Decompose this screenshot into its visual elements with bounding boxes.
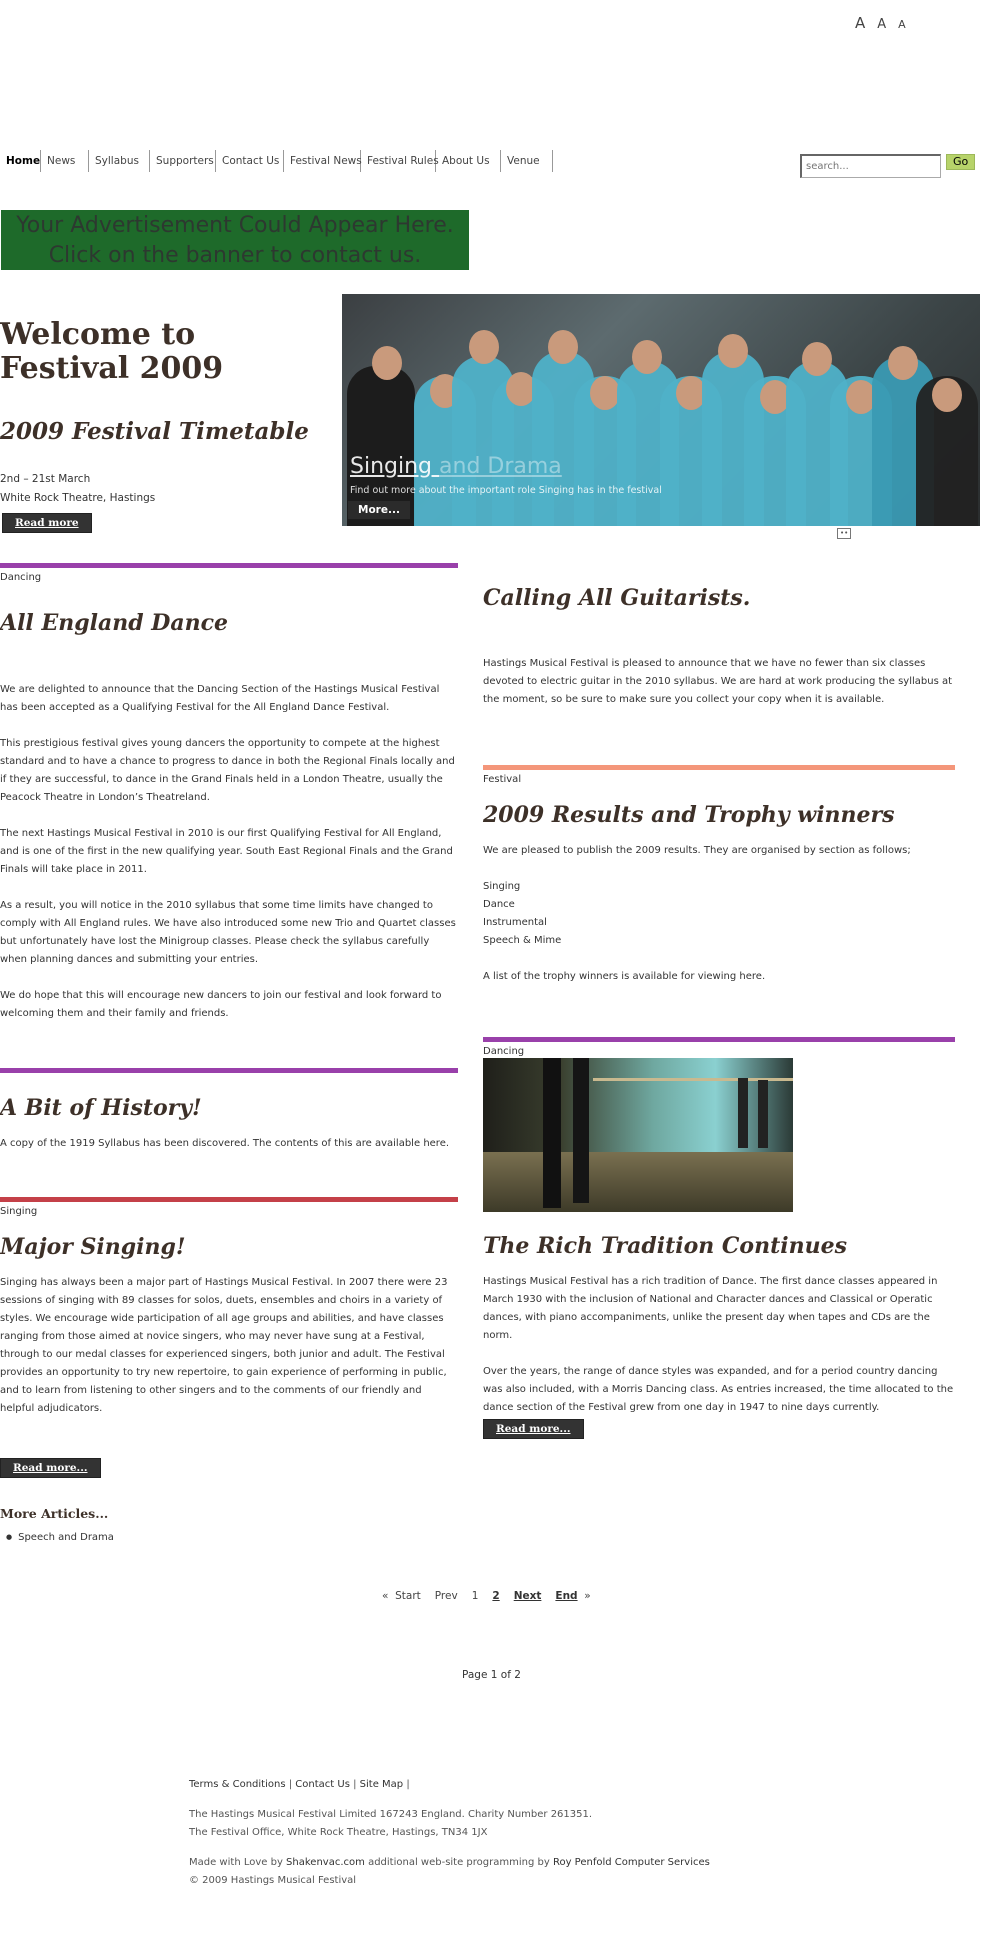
pager-end-label: End <box>555 1590 578 1602</box>
article-paragraph: As a result, you will notice in the 2010 syllabus that some time limits have changed to comply with All England rules. We have also introduced some new Trio and Quartet classes but unfortunately have lost the Minigroup classes. Please check the syllabus carefully when planning dances and submitting your entries. <box>0 900 456 965</box>
pager-start-arrow: « <box>382 1590 389 1602</box>
search-go-button[interactable]: Go <box>946 154 975 170</box>
footer-copyright: © 2009 Hastings Musical Festival <box>189 1875 357 1886</box>
slide-figure-head <box>718 334 748 368</box>
font-size-controls <box>855 14 906 32</box>
article-paragraph: We are delighted to announce that the Dancing Section of the Hastings Musical Festival has been accepted as a Qualifying Festival for the All England Dance Festival. <box>0 684 440 713</box>
article-paragraph: Hastings Musical Festival is pleased to announce that we have no fewer than six classes devoted to electric guitar in the 2010 syllabus. We are hard at work producing the syllabus at the moment, so be sure to make sure you collect your copy when it is available. <box>483 658 953 705</box>
pager-next[interactable]: Next <box>513 1590 542 1602</box>
article-title: The Rich Tradition Continues <box>483 1233 847 1259</box>
main-nav <box>0 150 553 172</box>
list-item <box>6 1532 114 1543</box>
footer-company: The Hastings Musical Festival Limited 167243 England. Charity Number 261351. <box>189 1809 593 1820</box>
font-decrease-button[interactable]: A <box>898 18 906 31</box>
tradition-read-more-button[interactable]: Read more... <box>483 1419 584 1439</box>
slideshow-caption-main: Singing <box>350 454 433 479</box>
pager-start-label: Start <box>395 1590 421 1602</box>
trophy-text: A list of the trophy winners is available for viewing <box>483 971 737 982</box>
article-paragraph <box>483 968 941 986</box>
results-link-dance[interactable]: Dance <box>483 899 515 910</box>
slide-figure-head <box>469 330 499 364</box>
pager-start[interactable] <box>382 1590 421 1602</box>
slideshow-pager[interactable]: •• <box>837 528 851 539</box>
history-text: A copy of the 1919 Syllabus has been discovered. The contents of this are available <box>0 1138 421 1149</box>
credits-link-shakenvac[interactable]: Shakenvac.com <box>286 1857 365 1868</box>
more-articles-list <box>6 1532 114 1543</box>
search-form <box>800 154 975 178</box>
article-paragraph: Singing has always been a major part of Hastings Musical Festival. In 2007 there were 23 sessions of singing with 89 classes for solos, duets, ensembles and choirs in a variety of styles. We encourage wide participation of all age groups and abilities, and have classes ranging from those aimed at novice singers, who may never have sung at a Festival, through to our medal classes for experienced singers, both junior and adult. The Festival provides an opportunity to try new repertoire, to gain experience of performing in public, and to learn from listening to other singers and to the comments of our friendly and helpful adjudicators. <box>0 1277 448 1414</box>
timetable-venue: White Rock Theatre, Hastings <box>0 492 156 504</box>
category-bar <box>483 1037 955 1042</box>
article-title: All England Dance <box>0 610 228 636</box>
page-title: Welcome to Festival 2009 <box>0 317 224 386</box>
footer-separator: | <box>406 1779 410 1790</box>
credits-prefix: Made with Love by <box>189 1857 283 1868</box>
dancer-figure <box>738 1078 748 1148</box>
nav-item-festival-news[interactable]: Festival News <box>284 150 361 172</box>
footer-link-sitemap[interactable]: Site Map <box>359 1779 404 1790</box>
category-bar <box>0 563 458 568</box>
slide-figure-head <box>590 376 620 410</box>
article-2009-results <box>483 765 955 986</box>
article-paragraph: Hastings Musical Festival has a rich tradition of Dance. The first dance classes appeared in March 1930 with the inclusion of National and Character dances and Classical or Operatic dances, with piano accompaniments, unlike the present day when tapes and CDs are the norm. <box>483 1276 938 1341</box>
nav-item-venue[interactable]: Venue <box>501 150 553 172</box>
studio-floor <box>483 1152 793 1212</box>
results-link-singing[interactable]: Singing <box>483 881 521 892</box>
search-input[interactable] <box>800 154 941 178</box>
footer-separator: | <box>288 1779 293 1790</box>
advertisement-banner[interactable] <box>1 210 469 270</box>
nav-item-supporters[interactable]: Supporters <box>150 150 216 172</box>
article-paragraph: Over the years, the range of dance styles was expanded, and for a period country dancing was also included, with a Morris Dancing class. As entries increased, the time allocated to the dance section of the Festival grew from one day in 1947 to nine days currently. <box>483 1366 954 1413</box>
slide-figure-head <box>932 378 962 412</box>
slide-figure-head <box>802 342 832 376</box>
credits-middle: additional web-site programming by <box>368 1857 550 1868</box>
category-bar <box>483 765 955 770</box>
nav-item-home[interactable]: Home <box>0 150 41 172</box>
pager-end-arrow: » <box>584 1590 591 1602</box>
article-paragraph <box>0 1135 458 1153</box>
slideshow[interactable] <box>342 294 980 526</box>
nav-item-news[interactable]: News <box>41 150 89 172</box>
category-bar <box>0 1068 458 1073</box>
category-bar <box>0 1197 458 1202</box>
article-title: A Bit of History! <box>0 1095 202 1121</box>
article-calling-all-guitarists <box>483 585 953 709</box>
more-article-link[interactable]: Speech and Drama <box>18 1532 114 1543</box>
trophy-link[interactable]: here <box>739 971 762 982</box>
ad-line-2: Click on the banner to contact us. <box>48 243 422 268</box>
results-link-speech-mime[interactable]: Speech & Mime <box>483 935 562 946</box>
article-paragraph: We do hope that this will encourage new dancers to join our festival and look forward to welcoming them and their family and friends. <box>0 990 442 1019</box>
footer-separator: | <box>353 1779 357 1790</box>
font-reset-button[interactable]: A <box>877 17 887 32</box>
singing-read-more-button[interactable]: Read more... <box>0 1458 101 1478</box>
footer <box>189 1776 789 1890</box>
article-category: Festival <box>483 774 522 785</box>
credits-link-roy-penfold[interactable]: Roy Penfold Computer Services <box>552 1857 710 1868</box>
article-category: Dancing <box>0 572 42 583</box>
article-paragraph: This prestigious festival gives young dancers the opportunity to compete at the highest standard and to have a chance to progress to dance in both the Regional Finals locally and if they are successful, to dance in the Grand Finals held in a London Theatre, usually the Peacock Theatre in London’s Theatreland. <box>0 738 455 803</box>
slideshow-caption-text: Find out more about the important role Singing has in the festival <box>350 485 662 496</box>
trophy-end: . <box>761 971 766 982</box>
nav-item-about-us[interactable]: About Us <box>436 150 501 172</box>
article-all-england-dance <box>0 563 458 1023</box>
slide-figure-head <box>548 330 578 364</box>
font-increase-button[interactable]: A <box>855 14 866 32</box>
article-title: 2009 Results and Trophy winners <box>483 802 895 828</box>
footer-link-terms[interactable]: Terms & Conditions <box>189 1779 286 1790</box>
article-bit-of-history <box>0 1068 458 1153</box>
slideshow-caption-ghost: and Drama <box>439 454 562 479</box>
footer-links <box>189 1776 789 1794</box>
pager-prev[interactable]: Prev <box>434 1590 458 1602</box>
pager-page-1: 1 <box>471 1590 479 1602</box>
article-category: Singing <box>0 1206 38 1217</box>
article-title: Major Singing! <box>0 1234 186 1260</box>
pager-end[interactable] <box>555 1590 590 1602</box>
timetable-details <box>0 470 155 508</box>
pager-page-2[interactable]: 2 <box>492 1590 500 1602</box>
dancer-leg <box>573 1058 589 1203</box>
results-links <box>483 878 941 950</box>
dance-studio-image <box>483 1058 793 1212</box>
dancer-figure <box>758 1080 768 1148</box>
slideshow-more-button[interactable]: More... <box>348 501 410 519</box>
nav-item-contact-us[interactable]: Contact Us <box>216 150 284 172</box>
slide-figure-head <box>632 340 662 374</box>
timetable-dates: 2nd – 21st March <box>0 473 91 485</box>
footer-credits <box>189 1854 789 1872</box>
history-link[interactable]: here. <box>423 1138 450 1149</box>
article-rich-tradition <box>483 1037 958 1439</box>
slideshow-caption-title[interactable] <box>350 454 562 479</box>
timetable-read-more-button[interactable]: Read more <box>2 513 92 533</box>
pagination <box>382 1590 591 1602</box>
footer-link-contact[interactable]: Contact Us <box>295 1779 350 1790</box>
more-articles-heading: More Articles... <box>0 1506 109 1521</box>
article-title: Calling All Guitarists. <box>483 585 751 611</box>
article-major-singing <box>0 1197 458 1478</box>
article-category: Dancing <box>483 1046 525 1057</box>
ad-line-1: Your Advertisement Could Appear Here. <box>16 213 454 238</box>
timetable-title: 2009 Festival Timetable <box>0 418 309 445</box>
nav-item-festival-rules[interactable]: Festival Rules <box>361 150 436 172</box>
dancer-leg <box>543 1058 561 1208</box>
results-link-instrumental[interactable]: Instrumental <box>483 917 547 928</box>
slide-figure-head <box>372 346 402 380</box>
article-paragraph: We are pleased to publish the 2009 results. They are organised by section as follows; <box>483 845 911 856</box>
footer-address: The Festival Office, White Rock Theatre, Hastings, TN34 1JX <box>189 1827 488 1838</box>
page-counter: Page 1 of 2 <box>462 1669 521 1681</box>
nav-item-syllabus[interactable]: Syllabus <box>89 150 150 172</box>
slide-figure-head <box>888 346 918 380</box>
article-paragraph: The next Hastings Musical Festival in 2010 is our first Qualifying Festival for All England, and is one of the first in the new qualifying year. South East Regional Finals and the Grand Finals will take place in 2011. <box>0 828 453 875</box>
